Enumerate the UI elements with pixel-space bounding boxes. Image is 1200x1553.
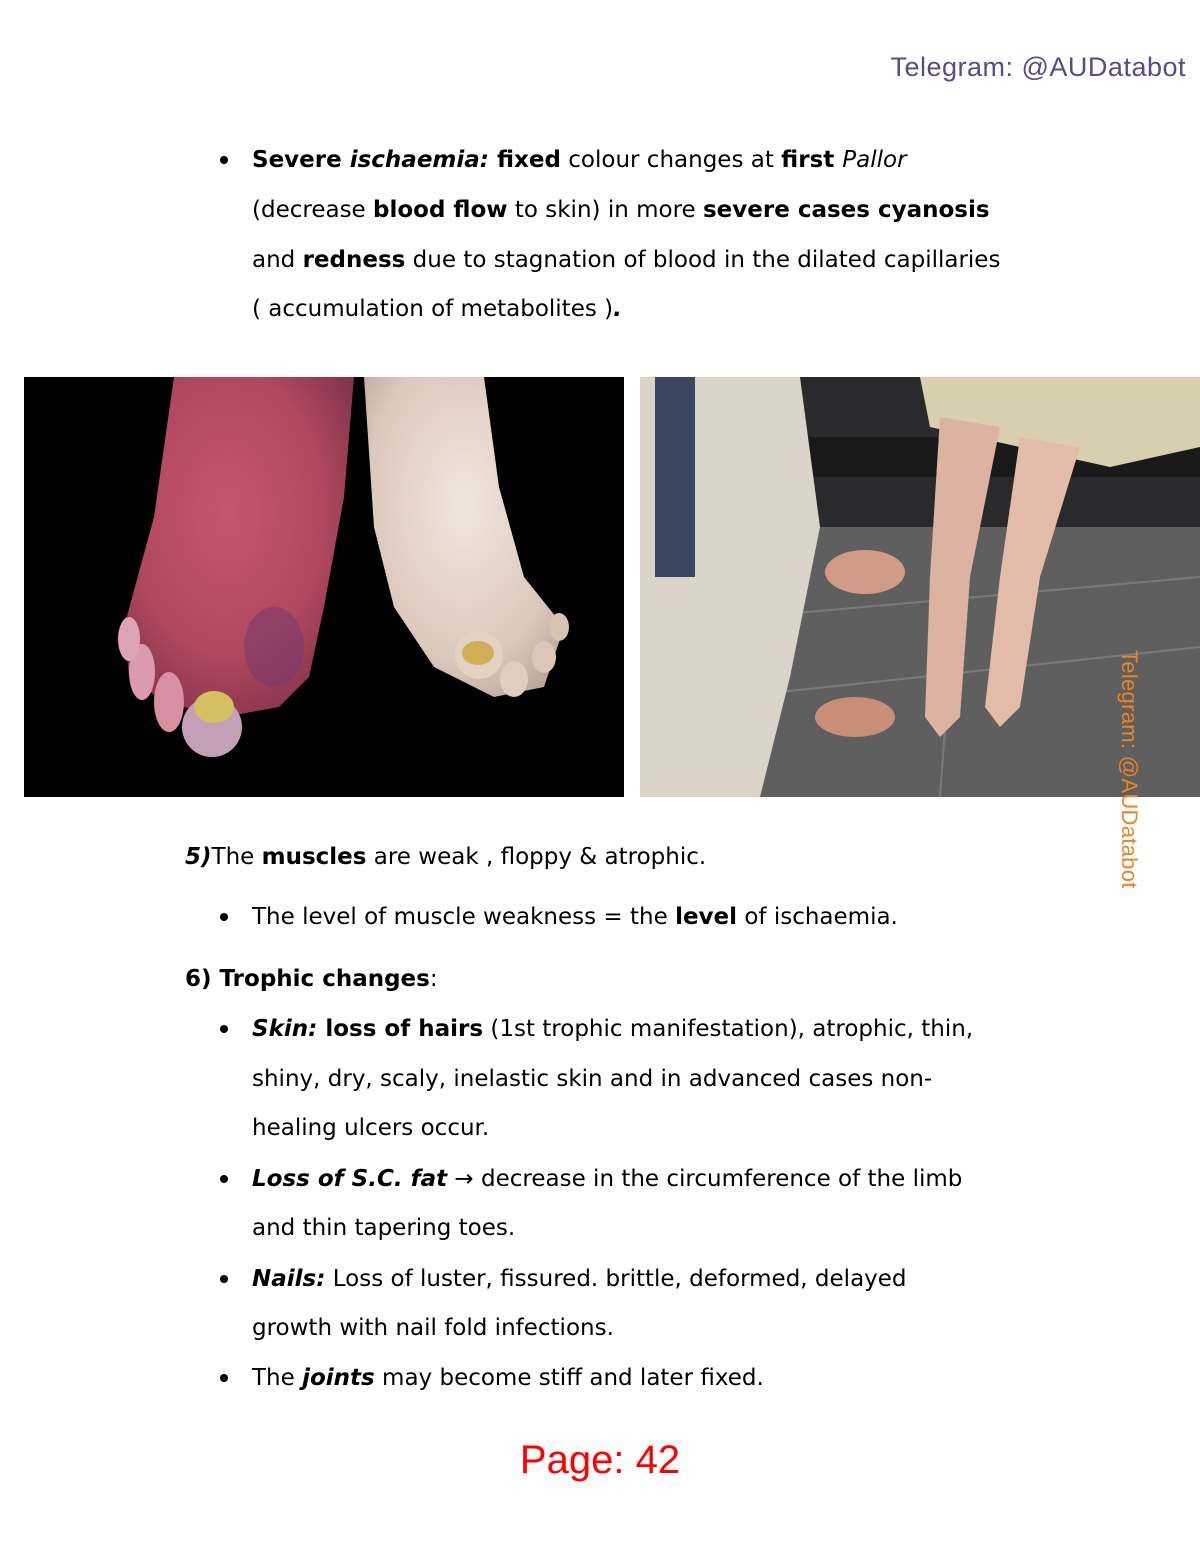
fat-line1 (252, 1164, 962, 1194)
text: decrease in the circumference of the limb (481, 1166, 963, 1192)
text-bold: first (781, 147, 843, 173)
text-bold: muscles (261, 844, 367, 870)
section5-number: 5) (185, 844, 212, 870)
text-bold: blood flow (373, 197, 508, 223)
text: colour changes at (560, 147, 782, 173)
text: Loss of luster, fissured. brittle, deformed, delayed (325, 1266, 907, 1292)
section1-line1 (252, 145, 907, 175)
bullet-dot (220, 1275, 228, 1283)
section6-heading (185, 964, 438, 994)
skin-line1 (252, 1014, 973, 1044)
text: of ischaemia. (737, 904, 898, 930)
text-bold-italic: joints (302, 1365, 375, 1391)
text-bold-italic: ischaemia: (349, 147, 489, 173)
bullet-dot (220, 1175, 228, 1183)
bullet-dot (220, 913, 228, 921)
text-bold-italic: Loss of S.C. fat (252, 1166, 448, 1192)
nails-line1 (252, 1264, 907, 1294)
text-bold: Severe (252, 147, 350, 173)
text: are weak , floppy & atrophic. (366, 844, 707, 870)
text-bold: 6) Trophic changes (185, 966, 430, 992)
arrow-icon: → (447, 1166, 482, 1192)
text-bold: fixed (489, 147, 561, 173)
text: The (252, 1365, 303, 1391)
bullet-dot (220, 156, 228, 164)
text: may become stiff and later fixed. (374, 1365, 764, 1391)
section1-line4 (252, 294, 622, 324)
side-watermark: Telegram: @AUDatabot (1117, 650, 1142, 889)
text: due to stagnation of blood in the dilated capillaries (405, 247, 1001, 273)
text-bold: loss of hairs (317, 1016, 484, 1042)
text: (decrease (252, 197, 374, 223)
header-telegram: Telegram: @AUDatabot (890, 52, 1186, 82)
text-bold: level (675, 904, 738, 930)
text: The level of muscle weakness = the (252, 904, 676, 930)
fat-line2: and thin tapering toes. (252, 1215, 516, 1241)
text-bold-italic: Skin: (252, 1016, 318, 1042)
text-bold: severe cases cyanosis (702, 197, 990, 223)
bullet-dot (220, 1374, 228, 1382)
skin-line2: shiny, dry, scaly, inelastic skin and in advanced cases non- (252, 1066, 933, 1092)
text: and (252, 247, 303, 273)
text-bold: redness (302, 247, 406, 273)
section5-bullet (252, 902, 898, 932)
text: to skin) in more (507, 197, 703, 223)
text: The (211, 844, 262, 870)
ischaemic-feet-photo (24, 377, 624, 797)
joints-line (252, 1363, 764, 1393)
page-number: Page: 42 (519, 1438, 681, 1482)
text: (1st trophic manifestation), atrophic, thin, (483, 1016, 974, 1042)
nails-line2: growth with nail fold infections. (252, 1315, 614, 1341)
text-italic: Pallor (842, 147, 907, 173)
text: : (429, 966, 438, 992)
section1-line2 (252, 195, 990, 225)
text-bold-italic: Nails: (252, 1266, 326, 1292)
text: ( accumulation of metabolites ) (252, 296, 614, 322)
section1-line3 (252, 245, 1000, 275)
text-bold-italic: . (613, 296, 622, 322)
section5-line (185, 842, 706, 872)
skin-line3: healing ulcers occur. (252, 1115, 490, 1141)
bullet-dot (220, 1025, 228, 1033)
